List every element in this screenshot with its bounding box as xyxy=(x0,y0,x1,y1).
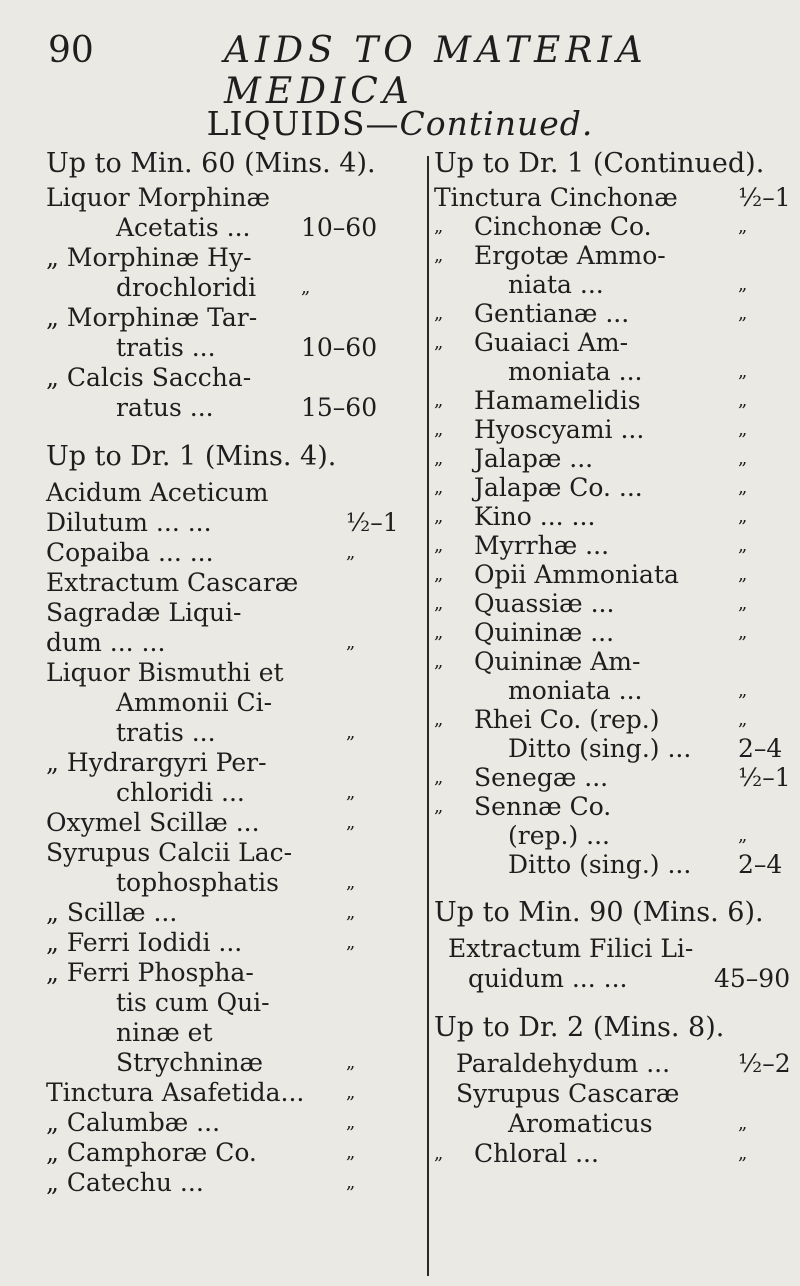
drug-line xyxy=(434,792,784,821)
drug-line xyxy=(46,598,424,628)
ditto-mark: „ xyxy=(434,216,444,237)
drug-name: Gentianæ ... xyxy=(474,299,630,328)
drug-line xyxy=(434,502,784,531)
drug-name: tratis ... xyxy=(116,718,216,747)
dose-value: „ xyxy=(738,419,748,440)
subtitle-main: LIQUIDS— xyxy=(206,104,400,143)
drug-line xyxy=(434,618,784,647)
drug-line xyxy=(434,647,784,676)
dose-value: „ xyxy=(346,872,356,893)
drug-line xyxy=(434,415,784,444)
drug-name: Extractum Filici Li- xyxy=(448,934,694,963)
drug-name: „ Hydrargyri Per- xyxy=(46,748,267,777)
drug-name: tophosphatis xyxy=(116,868,279,897)
drug-line xyxy=(46,688,424,718)
drug-list xyxy=(46,478,424,1198)
drug-name: Guaiaci Am- xyxy=(474,328,629,357)
dose-value: „ xyxy=(346,1082,356,1103)
drug-name: Liquor Bismuthi et xyxy=(46,658,284,687)
dose-value: ½–2 xyxy=(738,1049,791,1078)
drug-line xyxy=(46,658,424,688)
dose-heading: Up to Min. 60 (Mins. 4). xyxy=(46,148,376,179)
drug-line xyxy=(46,393,424,423)
section-subtitle xyxy=(0,104,800,143)
drug-name: Jalapæ ... xyxy=(474,444,594,473)
drug-line xyxy=(46,1108,424,1138)
dose-value: „ xyxy=(738,709,748,730)
drug-name: Cinchonæ Co. xyxy=(474,212,652,241)
dose-value: „ xyxy=(346,722,356,743)
drug-line xyxy=(434,676,784,705)
drug-name: Hamamelidis xyxy=(474,386,641,415)
dose-value: 2–4 xyxy=(738,734,783,763)
dose-value: „ xyxy=(738,680,748,701)
drug-name: Extractum Cascaræ xyxy=(46,568,299,597)
drug-line xyxy=(434,357,784,386)
ditto-mark: „ xyxy=(434,767,444,788)
dose-value: „ xyxy=(738,535,748,556)
ditto-mark: „ xyxy=(434,593,444,614)
drug-line xyxy=(46,1168,424,1198)
drug-name: Sennæ Co. xyxy=(474,792,612,821)
ditto-mark: „ xyxy=(434,245,444,266)
drug-list xyxy=(434,1049,791,1169)
ditto-mark: „ xyxy=(434,709,444,730)
drug-line xyxy=(434,299,784,328)
drug-line xyxy=(46,508,424,538)
drug-name: „ Catechu ... xyxy=(46,1168,204,1197)
ditto-mark: „ xyxy=(434,303,444,324)
drug-name: Ergotæ Ammo- xyxy=(474,241,666,270)
drug-name: Ditto (sing.) ... xyxy=(508,850,692,879)
drug-name: niata ... xyxy=(508,270,604,299)
drug-name: Rhei Co. (rep.) xyxy=(474,705,660,734)
drug-line xyxy=(46,628,424,658)
ditto-mark: „ xyxy=(434,448,444,469)
drug-line xyxy=(46,538,424,568)
dose-value: „ xyxy=(738,622,748,643)
drug-line xyxy=(434,473,784,502)
drug-line xyxy=(434,1109,784,1139)
drug-name: Sagradæ Liqui- xyxy=(46,598,242,627)
drug-name: drochloridi xyxy=(116,273,257,302)
drug-line xyxy=(46,898,424,928)
dose-value: „ xyxy=(346,632,356,653)
drug-name: Oxymel Scillæ ... xyxy=(46,808,260,837)
drug-line xyxy=(46,303,424,333)
drug-name: tratis ... xyxy=(116,333,216,362)
ditto-mark: „ xyxy=(434,1143,444,1164)
column-divider xyxy=(427,156,429,1276)
drug-line xyxy=(434,734,784,763)
dose-value: ½–1 xyxy=(738,763,791,792)
drug-name: „ Camphoræ Co. xyxy=(46,1138,257,1167)
ditto-mark: „ xyxy=(434,419,444,440)
page-header xyxy=(0,30,800,112)
drug-name: Quassiæ ... xyxy=(474,589,615,618)
drug-line xyxy=(46,838,424,868)
drug-line xyxy=(46,478,424,508)
dose-heading: Up to Dr. 1 (Continued). xyxy=(434,148,765,179)
ditto-mark: „ xyxy=(434,796,444,817)
ditto-mark: „ xyxy=(434,535,444,556)
dose-value: „ xyxy=(738,1143,748,1164)
dose-value: „ xyxy=(346,782,356,803)
drug-name: Ditto (sing.) ... xyxy=(508,734,692,763)
drug-name: Hyoscyami ... xyxy=(474,415,645,444)
drug-line xyxy=(46,568,424,598)
drug-line xyxy=(434,1079,784,1109)
page-number: 90 xyxy=(48,30,94,71)
drug-line xyxy=(46,958,424,988)
dose-value: „ xyxy=(738,825,748,846)
drug-line xyxy=(434,270,784,299)
drug-line xyxy=(434,241,784,270)
drug-line xyxy=(46,808,424,838)
dose-value: „ xyxy=(346,812,356,833)
dose-value: „ xyxy=(301,277,311,298)
drug-list xyxy=(434,183,791,879)
dose-value: ½–1 xyxy=(346,508,399,537)
drug-line xyxy=(434,1139,784,1169)
dose-value: „ xyxy=(738,564,748,585)
drug-line xyxy=(434,386,784,415)
drug-line xyxy=(46,928,424,958)
drug-name: moniata ... xyxy=(508,357,643,386)
drug-name: „ Ferri Phospha- xyxy=(46,958,254,987)
dose-value: „ xyxy=(346,932,356,953)
ditto-mark: „ xyxy=(434,390,444,411)
dose-value: „ xyxy=(346,1142,356,1163)
drug-name: Acidum Aceticum xyxy=(46,478,269,507)
drug-name: Myrrhæ ... xyxy=(474,531,610,560)
drug-line xyxy=(434,212,784,241)
drug-line xyxy=(46,868,424,898)
drug-list xyxy=(46,183,424,423)
drug-line xyxy=(46,243,424,273)
drug-line xyxy=(434,705,784,734)
dose-value: 10–60 xyxy=(301,333,378,362)
drug-line xyxy=(434,1049,791,1079)
drug-name: „ Scillæ ... xyxy=(46,898,178,927)
drug-name: Tinctura Cinchonæ xyxy=(434,183,678,212)
ditto-mark: „ xyxy=(434,651,444,672)
dose-value: „ xyxy=(738,506,748,527)
dose-value: ½–1 xyxy=(738,183,791,212)
drug-name: Kino ... ... xyxy=(474,502,596,531)
drug-line xyxy=(434,328,784,357)
dose-value: „ xyxy=(346,1172,356,1193)
drug-name: Copaiba ... ... xyxy=(46,538,214,567)
drug-name: ninæ et xyxy=(116,1018,213,1047)
dose-value: „ xyxy=(738,448,748,469)
drug-name: chloridi ... xyxy=(116,778,245,807)
drug-line xyxy=(434,934,784,964)
drug-name: Aromaticus xyxy=(508,1109,653,1138)
dose-value: 45–90 xyxy=(714,964,791,993)
drug-line xyxy=(434,821,784,850)
drug-line xyxy=(46,1048,424,1078)
ditto-mark: „ xyxy=(434,506,444,527)
drug-name: Senegæ ... xyxy=(474,763,609,792)
drug-line xyxy=(46,1018,424,1048)
left-column xyxy=(46,148,424,1198)
drug-line xyxy=(46,1078,424,1108)
dose-value: „ xyxy=(738,274,748,295)
drug-line xyxy=(434,964,791,994)
dose-heading: Up to Dr. 1 (Mins. 4). xyxy=(46,441,337,472)
drug-line xyxy=(46,1138,424,1168)
dose-value: „ xyxy=(346,1052,356,1073)
running-title: AIDS TO MATERIA MEDICA xyxy=(224,30,648,112)
drug-line xyxy=(434,444,784,473)
dose-value: „ xyxy=(738,593,748,614)
ditto-mark: „ xyxy=(434,332,444,353)
drug-line xyxy=(46,363,424,393)
drug-line xyxy=(434,531,784,560)
drug-line xyxy=(434,589,784,618)
drug-name: Paraldehydum ... xyxy=(456,1049,671,1078)
drug-line xyxy=(46,748,424,778)
drug-name: „ Calumbæ ... xyxy=(46,1108,221,1137)
drug-line xyxy=(46,183,424,213)
drug-line xyxy=(434,850,784,879)
dose-value: „ xyxy=(346,902,356,923)
dose-value: 15–60 xyxy=(301,393,378,422)
drug-name: Chloral ... xyxy=(474,1139,599,1168)
drug-line xyxy=(46,718,424,748)
drug-name: moniata ... xyxy=(508,676,643,705)
drug-name: Opii Ammoniata xyxy=(474,560,679,589)
dose-value: 10–60 xyxy=(301,213,378,242)
right-column xyxy=(434,148,791,1169)
drug-name: Quininæ Am- xyxy=(474,647,641,676)
drug-name: Tinctura Asafetida... xyxy=(46,1078,305,1107)
drug-line xyxy=(46,213,424,243)
dose-value: „ xyxy=(346,542,356,563)
drug-name: Strychninæ xyxy=(116,1048,264,1077)
ditto-mark: „ xyxy=(434,622,444,643)
drug-line xyxy=(434,763,791,792)
dose-value: „ xyxy=(738,216,748,237)
drug-line xyxy=(46,273,424,303)
dose-value: „ xyxy=(738,361,748,382)
drug-name: (rep.) ... xyxy=(508,821,610,850)
dose-value: „ xyxy=(738,477,748,498)
drug-line xyxy=(434,183,791,212)
drug-name: Ammonii Ci- xyxy=(116,688,273,717)
drug-name: „ Calcis Saccha- xyxy=(46,363,252,392)
subtitle-continued: Continued. xyxy=(399,104,594,143)
drug-name: ratus ... xyxy=(116,393,214,422)
drug-name: Syrupus Calcii Lac- xyxy=(46,838,293,867)
drug-name: Jalapæ Co. ... xyxy=(474,473,643,502)
drug-name: Dilutum ... ... xyxy=(46,508,212,537)
drug-name: Syrupus Cascaræ xyxy=(456,1079,680,1108)
drug-list xyxy=(434,934,791,994)
drug-line xyxy=(46,778,424,808)
drug-line xyxy=(434,560,784,589)
dose-value: „ xyxy=(346,1112,356,1133)
dose-value: „ xyxy=(738,390,748,411)
dose-heading: Up to Dr. 2 (Mins. 8). xyxy=(434,1012,725,1043)
dose-heading: Up to Min. 90 (Mins. 6). xyxy=(434,897,764,928)
drug-name: Liquor Morphinæ xyxy=(46,183,270,212)
drug-line xyxy=(46,333,424,363)
drug-name: „ Morphinæ Hy- xyxy=(46,243,252,272)
drug-name: Quininæ ... xyxy=(474,618,615,647)
drug-line xyxy=(46,988,424,1018)
drug-name: Acetatis ... xyxy=(116,213,251,242)
drug-name: „ Morphinæ Tar- xyxy=(46,303,258,332)
drug-name: quidum ... ... xyxy=(468,964,628,993)
ditto-mark: „ xyxy=(434,564,444,585)
drug-name: „ Ferri Iodidi ... xyxy=(46,928,243,957)
drug-name: dum ... ... xyxy=(46,628,166,657)
ditto-mark: „ xyxy=(434,477,444,498)
drug-name: tis cum Qui- xyxy=(116,988,270,1017)
dose-value: „ xyxy=(738,1113,748,1134)
dose-value: 2–4 xyxy=(738,850,783,879)
dose-value: „ xyxy=(738,303,748,324)
